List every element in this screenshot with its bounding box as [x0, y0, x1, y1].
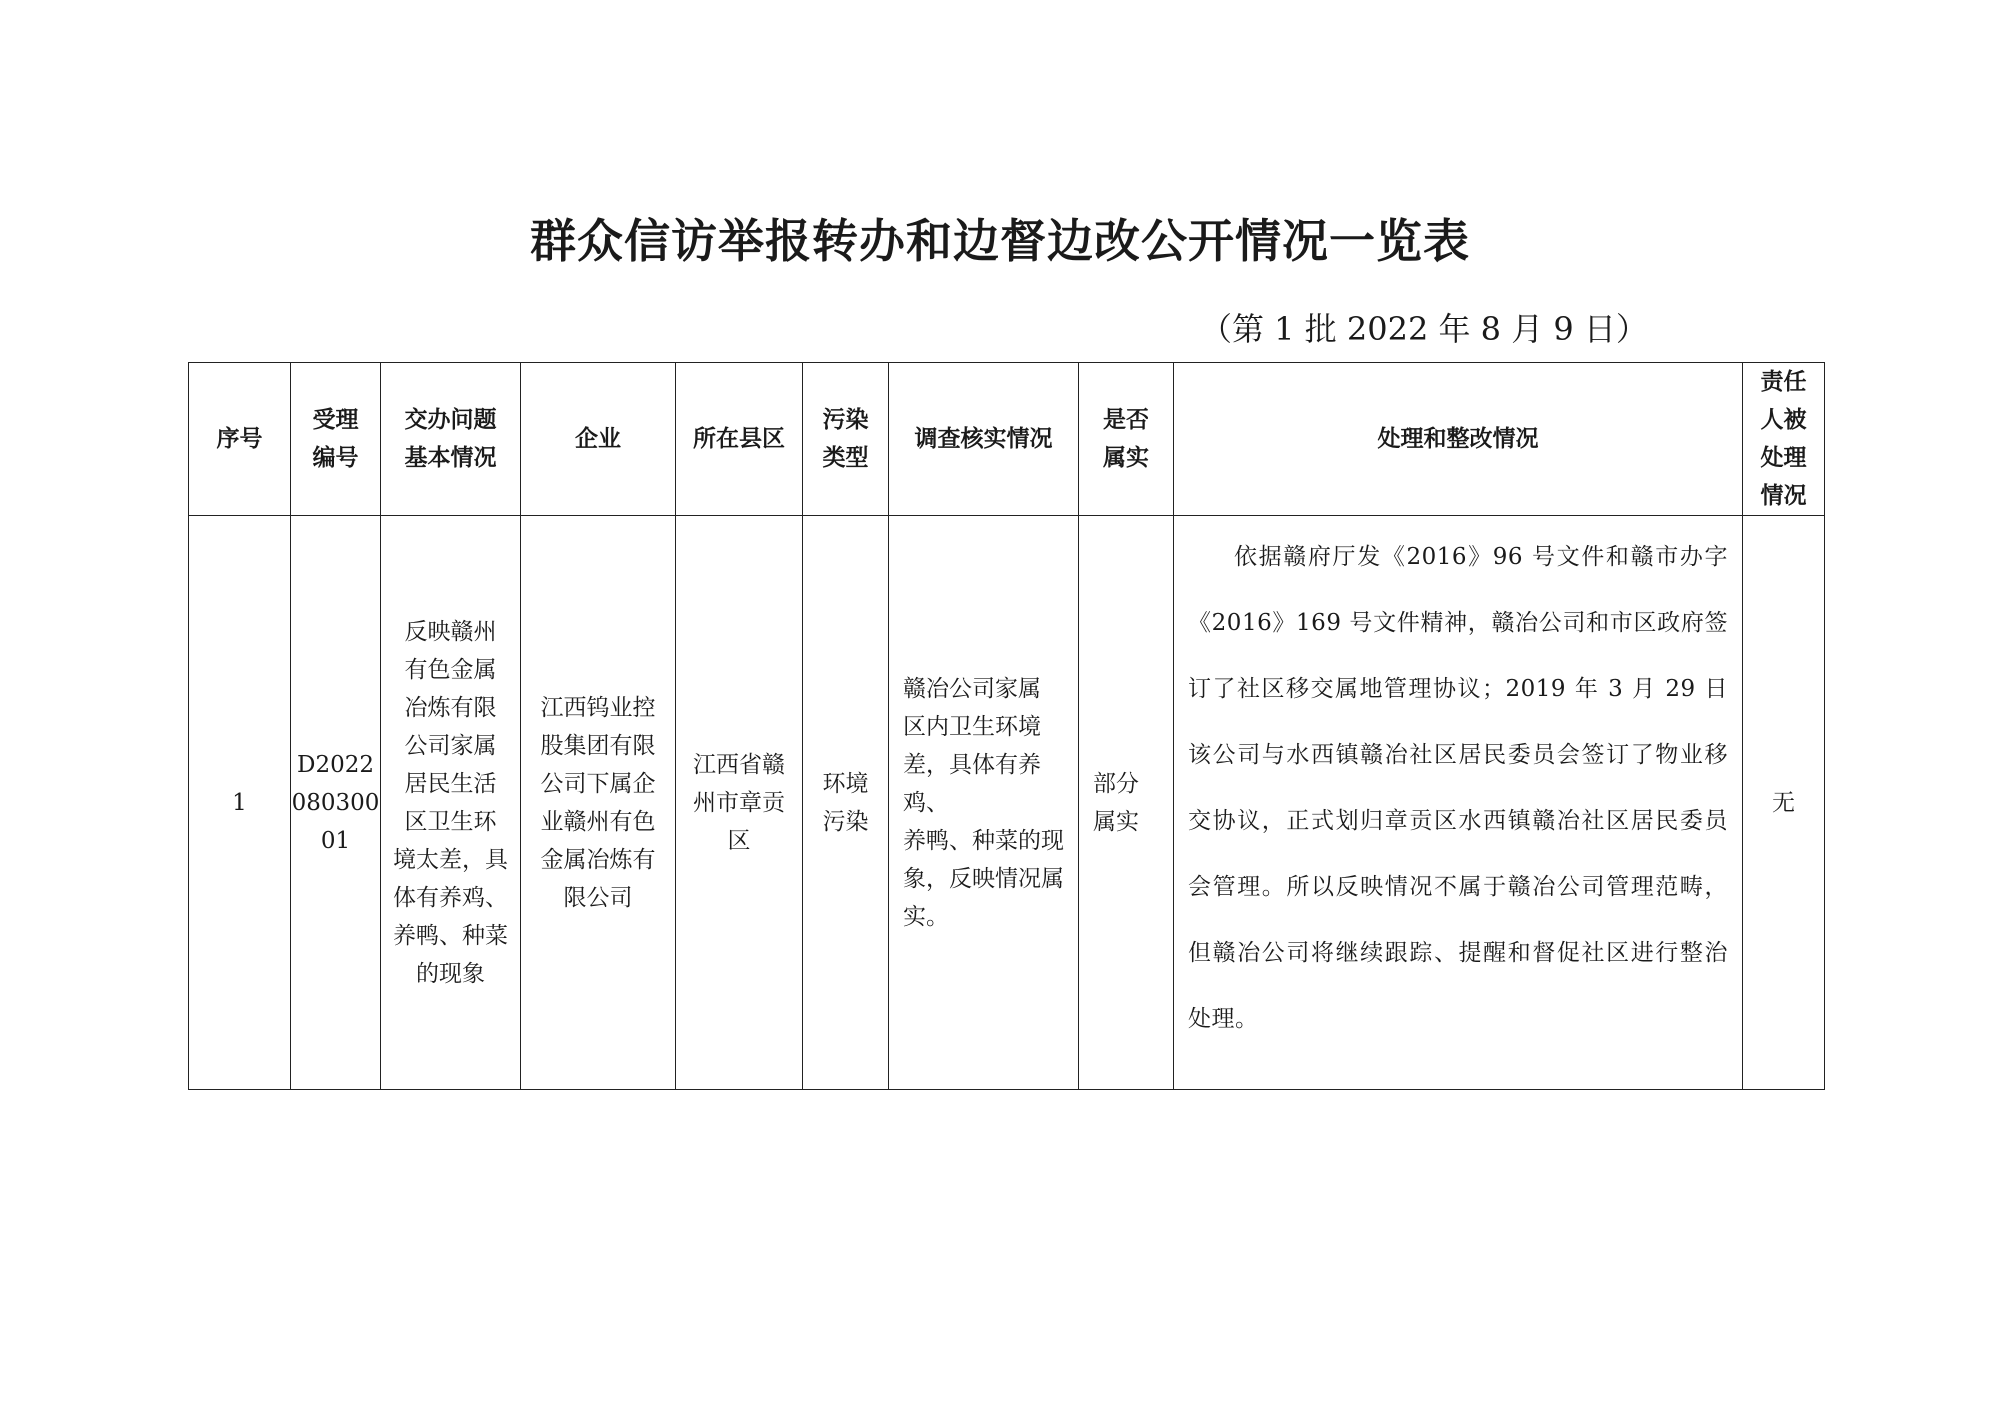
- cell-pollution-type: 环境 污染: [803, 516, 889, 1090]
- cell-problem: 反映赣州 有色金属 冶炼有限 公司家属 居民生活 区卫生环 境太差，具 体有养鸡、 养鸭、种菜 的现象: [381, 516, 521, 1090]
- cell-verified: 部分 属实: [1079, 516, 1174, 1090]
- header-index: 序号: [189, 363, 291, 516]
- table-body: [189, 516, 1825, 1090]
- header-investigation: 调查核实情况: [889, 363, 1079, 516]
- cell-handling: 依据赣府厅发《2016》96 号文件和赣市办字《2016》169 号文件精神，赣冶公司和市区政府签订了社区移交属地管理协议；2019 年 3 月 29 日该公司与水西镇赣冶社区居民委员会签订了物业移交协议，正式划归章贡区水西镇赣冶社区居民委员会管理。所以反映情况不属于赣冶公司管理范畴，但赣冶公司将继续跟踪、提醒和督促社区进行整治处理。: [1174, 516, 1743, 1090]
- header-verified: 是否 属实: [1079, 363, 1174, 516]
- header-handling: 处理和整改情况: [1174, 363, 1743, 516]
- header-row: [189, 363, 1825, 516]
- cell-index: 1: [189, 516, 291, 1090]
- cell-case-id: D2022 080300 01: [291, 516, 381, 1090]
- cell-company: 江西钨业控 股集团有限 公司下属企 业赣州有色 金属冶炼有 限公司: [521, 516, 676, 1090]
- header-responsibility: 责任 人被 处理 情况: [1743, 363, 1825, 516]
- cell-responsibility: 无: [1743, 516, 1825, 1090]
- cell-investigation: 赣冶公司家属 区内卫生环境 差，具体有养鸡、 养鸭、种菜的现 象，反映情况属 实。: [889, 516, 1079, 1090]
- header-company: 企业: [521, 363, 676, 516]
- cell-district: 江西省赣 州市章贡 区: [676, 516, 803, 1090]
- document-subtitle: （第 1 批 2022 年 8 月 9 日）: [1200, 310, 1648, 348]
- report-table: [188, 362, 1825, 1090]
- table-header: [189, 363, 1825, 516]
- header-case-id: 受理 编号: [291, 363, 381, 516]
- table-row: [189, 516, 1825, 1090]
- header-problem: 交办问题 基本情况: [381, 363, 521, 516]
- header-district: 所在县区: [676, 363, 803, 516]
- document-title: 群众信访举报转办和边督边改公开情况一览表: [530, 214, 1470, 268]
- header-pollution-type: 污染 类型: [803, 363, 889, 516]
